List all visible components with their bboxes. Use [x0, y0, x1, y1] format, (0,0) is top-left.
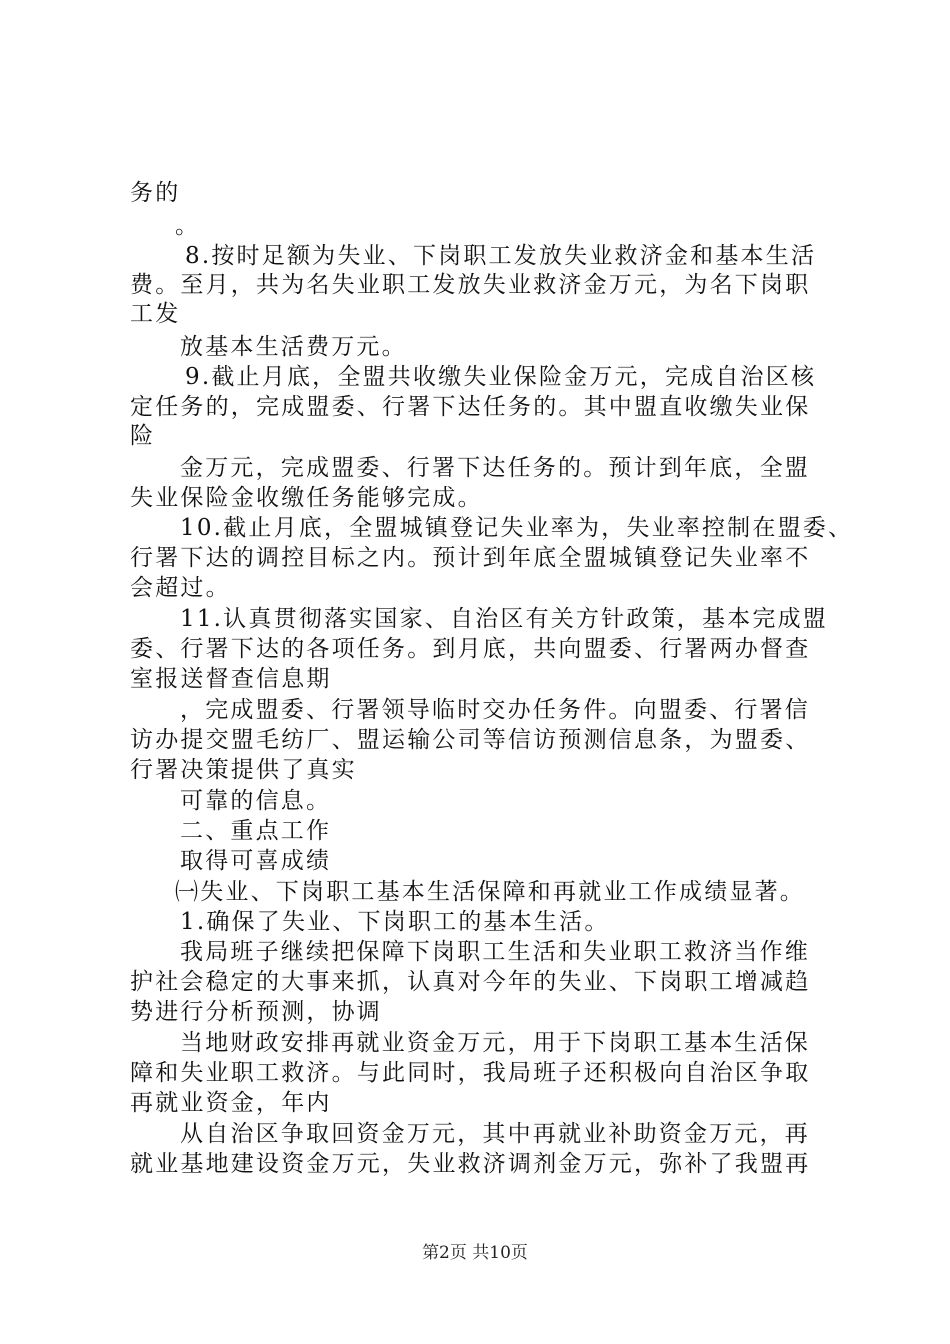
page-number-footer: 第2页 共10页: [422, 1243, 528, 1263]
text-line: 定任务的，完成盟委、行署下达任务的。其中盟直收缴失业保: [130, 394, 811, 420]
text-line: 工发: [130, 301, 181, 327]
text-line: 1.确保了失业、下岗职工的基本生活。: [180, 909, 610, 935]
text-line: 会超过。: [130, 575, 231, 601]
text-line: 当地财政安排再就业资金万元，用于下岗职工基本生活保: [180, 1030, 810, 1056]
text-line: 从自治区争取回资金万元，其中再就业补助资金万元，再: [180, 1121, 810, 1147]
text-line: 访办提交盟毛纺厂、盟运输公司等信访预测信息条，为盟委、: [130, 727, 811, 753]
text-line: 失业保险金收缴任务能够完成。: [130, 485, 483, 511]
section-heading: 二、重点工作: [180, 818, 332, 844]
text-line: 再就业资金，年内: [130, 1090, 332, 1116]
text-line: 势进行分析预测，协调: [130, 999, 382, 1025]
text-line: 我局班子继续把保障下岗职工生活和失业职工救济当作维: [180, 939, 810, 965]
text-line: 费。至月，共为名失业职工发放失业救济金万元，为名下岗职: [130, 272, 811, 298]
text-line: 可靠的信息。: [180, 788, 332, 814]
text-line: 11.认真贯彻落实国家、自治区有关方针政策，基本完成盟: [180, 606, 828, 632]
text-line: 。: [175, 213, 201, 239]
text-line: 护社会稳定的大事来抓，认真对今年的失业、下岗职工增减趋: [130, 969, 811, 995]
text-line: 就业基地建设资金万元，失业救济调剂金万元，弥补了我盟再: [130, 1151, 811, 1177]
text-line: 9.截止月底，全盟共收缴失业保险金万元，完成自治区核: [185, 364, 817, 390]
text-line: 放基本生活费万元。: [180, 334, 407, 360]
text-line: 8.按时足额为失业、下岗职工发放失业救济金和基本生活: [185, 243, 817, 269]
text-line: 10.截止月底，全盟城镇登记失业率为，失业率控制在盟委、: [180, 515, 854, 541]
text-line: 障和失业职工救济。与此同时，我局班子还积极向自治区争取: [130, 1060, 811, 1086]
subsection-heading: ㈠失业、下岗职工基本生活保障和再就业工作成绩显著。: [175, 879, 805, 905]
text-line: 务的: [130, 180, 181, 206]
text-line: 行署下达的调控目标之内。预计到年底全盟城镇登记失业率不: [130, 545, 811, 571]
text-line: 险: [130, 423, 156, 449]
text-line: 金万元，完成盟委、行署下达任务的。预计到年底，全盟: [180, 455, 810, 481]
text-line: 委、行署下达的各项任务。到月底，共向盟委、行署两办督查: [130, 636, 811, 662]
text-line: 室报送督查信息期: [130, 666, 332, 692]
text-line: 行署决策提供了真实: [130, 757, 357, 783]
text-line: ，完成盟委、行署领导临时交办任务件。向盟委、行署信: [180, 697, 810, 723]
section-heading: 取得可喜成绩: [180, 848, 332, 874]
